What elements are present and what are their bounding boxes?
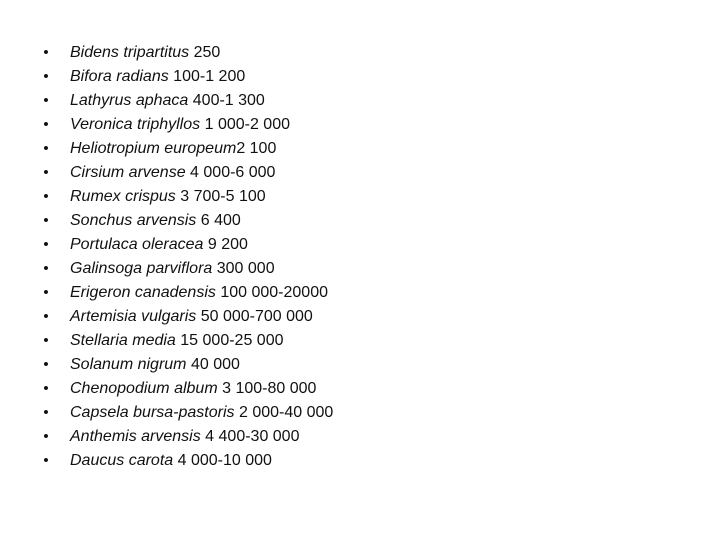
list-item (40, 305, 333, 329)
seed-count: 4 000-10 000 (177, 452, 272, 469)
species-list (40, 41, 333, 473)
list-item (40, 425, 333, 449)
list-item (40, 233, 333, 257)
list-item (40, 377, 333, 401)
seed-count: 4 000-6 000 (190, 164, 276, 181)
list-item (40, 185, 333, 209)
list-item (40, 89, 333, 113)
bullet-icon: • (43, 452, 49, 469)
species-name: Cirsium arvense (70, 164, 186, 181)
bullet-icon: • (43, 332, 49, 349)
list-item (40, 137, 333, 161)
species-name: Chenopodium album (70, 380, 218, 397)
list-item (40, 401, 333, 425)
species-name: Stellaria media (70, 332, 176, 349)
bullet-icon: • (43, 68, 49, 85)
list-item (40, 257, 333, 281)
bullet-icon: • (43, 164, 49, 181)
seed-count: 2 000-40 000 (238, 404, 334, 421)
species-name: Solanum nigrum (70, 356, 187, 373)
species-name: Erigeron canadensis (70, 284, 216, 301)
species-name: Lathyrus aphaca (70, 92, 189, 109)
seed-count: 15 000-25 000 (180, 332, 284, 349)
species-name: Capsela bursa-pastoris (70, 404, 235, 421)
species-name: Veronica triphyllos (70, 116, 201, 133)
list-item (40, 281, 333, 305)
list-item (40, 353, 333, 377)
seed-count: 250 (193, 44, 221, 61)
list-item (40, 161, 333, 185)
seed-count: 6 400 (200, 212, 241, 229)
seed-count: 4 400-30 000 (205, 428, 300, 445)
seed-count: 100 000-20000 (220, 284, 328, 301)
species-name: Sonchus arvensis (70, 212, 197, 229)
species-name: Bidens tripartitus (70, 44, 190, 61)
species-name: Rumex crispus (70, 188, 176, 205)
bullet-icon: • (43, 140, 49, 157)
list-item (40, 449, 333, 473)
seed-count: 9 200 (207, 236, 248, 253)
bullet-icon: • (43, 404, 49, 421)
species-name: Anthemis arvensis (70, 428, 201, 445)
bullet-icon: • (43, 284, 49, 301)
bullet-icon: • (43, 188, 49, 205)
bullet-icon: • (43, 116, 49, 133)
species-name: Daucus carota (70, 452, 174, 469)
seed-count: 300 000 (216, 260, 275, 277)
seed-count: 2 100 (236, 140, 277, 157)
species-name: Heliotropium europeum (70, 140, 237, 157)
seed-count: 50 000-700 000 (200, 308, 313, 325)
bullet-icon: • (43, 44, 49, 61)
bullet-icon: • (43, 260, 49, 277)
seed-count: 1 000-2 000 (204, 116, 290, 133)
list-item (40, 209, 333, 233)
bullet-icon: • (43, 428, 49, 445)
seed-count: 100-1 200 (173, 68, 246, 85)
seed-count: 3 700-5 100 (180, 188, 266, 205)
species-name: Artemisia vulgaris (70, 308, 197, 325)
bullet-icon: • (43, 236, 49, 253)
species-name: Portulaca oleracea (70, 236, 204, 253)
seed-count: 40 000 (190, 356, 240, 373)
seed-count: 400-1 300 (192, 92, 265, 109)
bullet-icon: • (43, 356, 49, 373)
bullet-icon: • (43, 380, 49, 397)
list-item (40, 329, 333, 353)
bullet-icon: • (43, 212, 49, 229)
species-name: Bifora radians (70, 68, 169, 85)
list-item (40, 65, 333, 89)
list-item (40, 113, 333, 137)
list-item (40, 41, 333, 65)
bullet-icon: • (43, 92, 49, 109)
seed-count: 3 100-80 000 (222, 380, 317, 397)
bullet-icon: • (43, 308, 49, 325)
species-name: Galinsoga parviflora (70, 260, 213, 277)
